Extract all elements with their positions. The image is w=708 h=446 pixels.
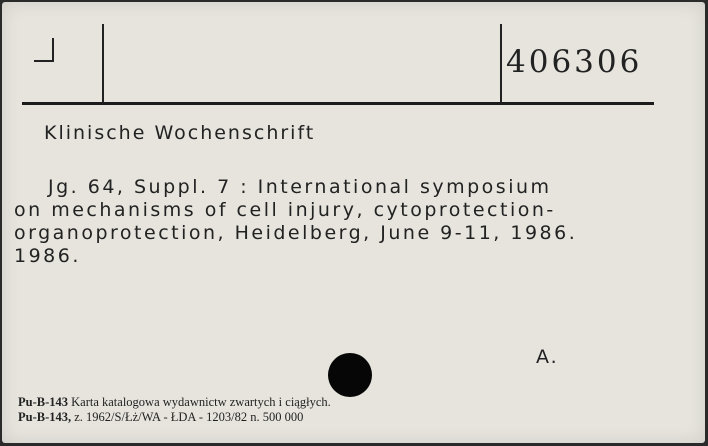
footer-line-2 xyxy=(18,410,331,425)
call-number: 406306 xyxy=(506,44,643,80)
entry-line-4: 1986. xyxy=(14,245,81,267)
entry-line-2: on mechanisms of cell injury, cytoprotection- xyxy=(14,199,556,221)
corner-mark xyxy=(34,38,54,62)
vertical-rule-left xyxy=(102,24,104,104)
entry-line-3: organoprotection, Heidelberg, June 9-11, 1986. xyxy=(14,222,578,244)
footer-text-1: Karta katalogowa wydawnictw zwartych i ciągłych. xyxy=(71,395,331,409)
vertical-rule-right xyxy=(500,24,502,104)
footer-text-2: z. 1962/S/Łż/WA - ŁDA - 1203/82 n. 500 000 xyxy=(74,410,304,424)
entry-line-1: Jg. 64, Suppl. 7 : International symposium xyxy=(48,176,552,198)
card-footer xyxy=(18,395,331,425)
footer-code-2: Pu-B-143, xyxy=(18,410,72,424)
punch-hole xyxy=(328,353,372,397)
footer-line-1 xyxy=(18,395,331,410)
catalog-card xyxy=(2,2,705,443)
horizontal-rule xyxy=(22,102,654,105)
journal-title: Klinische Wochenschrift xyxy=(44,122,316,144)
footer-code-1: Pu-B-143 xyxy=(18,395,68,409)
entry-text xyxy=(14,176,704,268)
classification-code: A. xyxy=(536,346,559,368)
